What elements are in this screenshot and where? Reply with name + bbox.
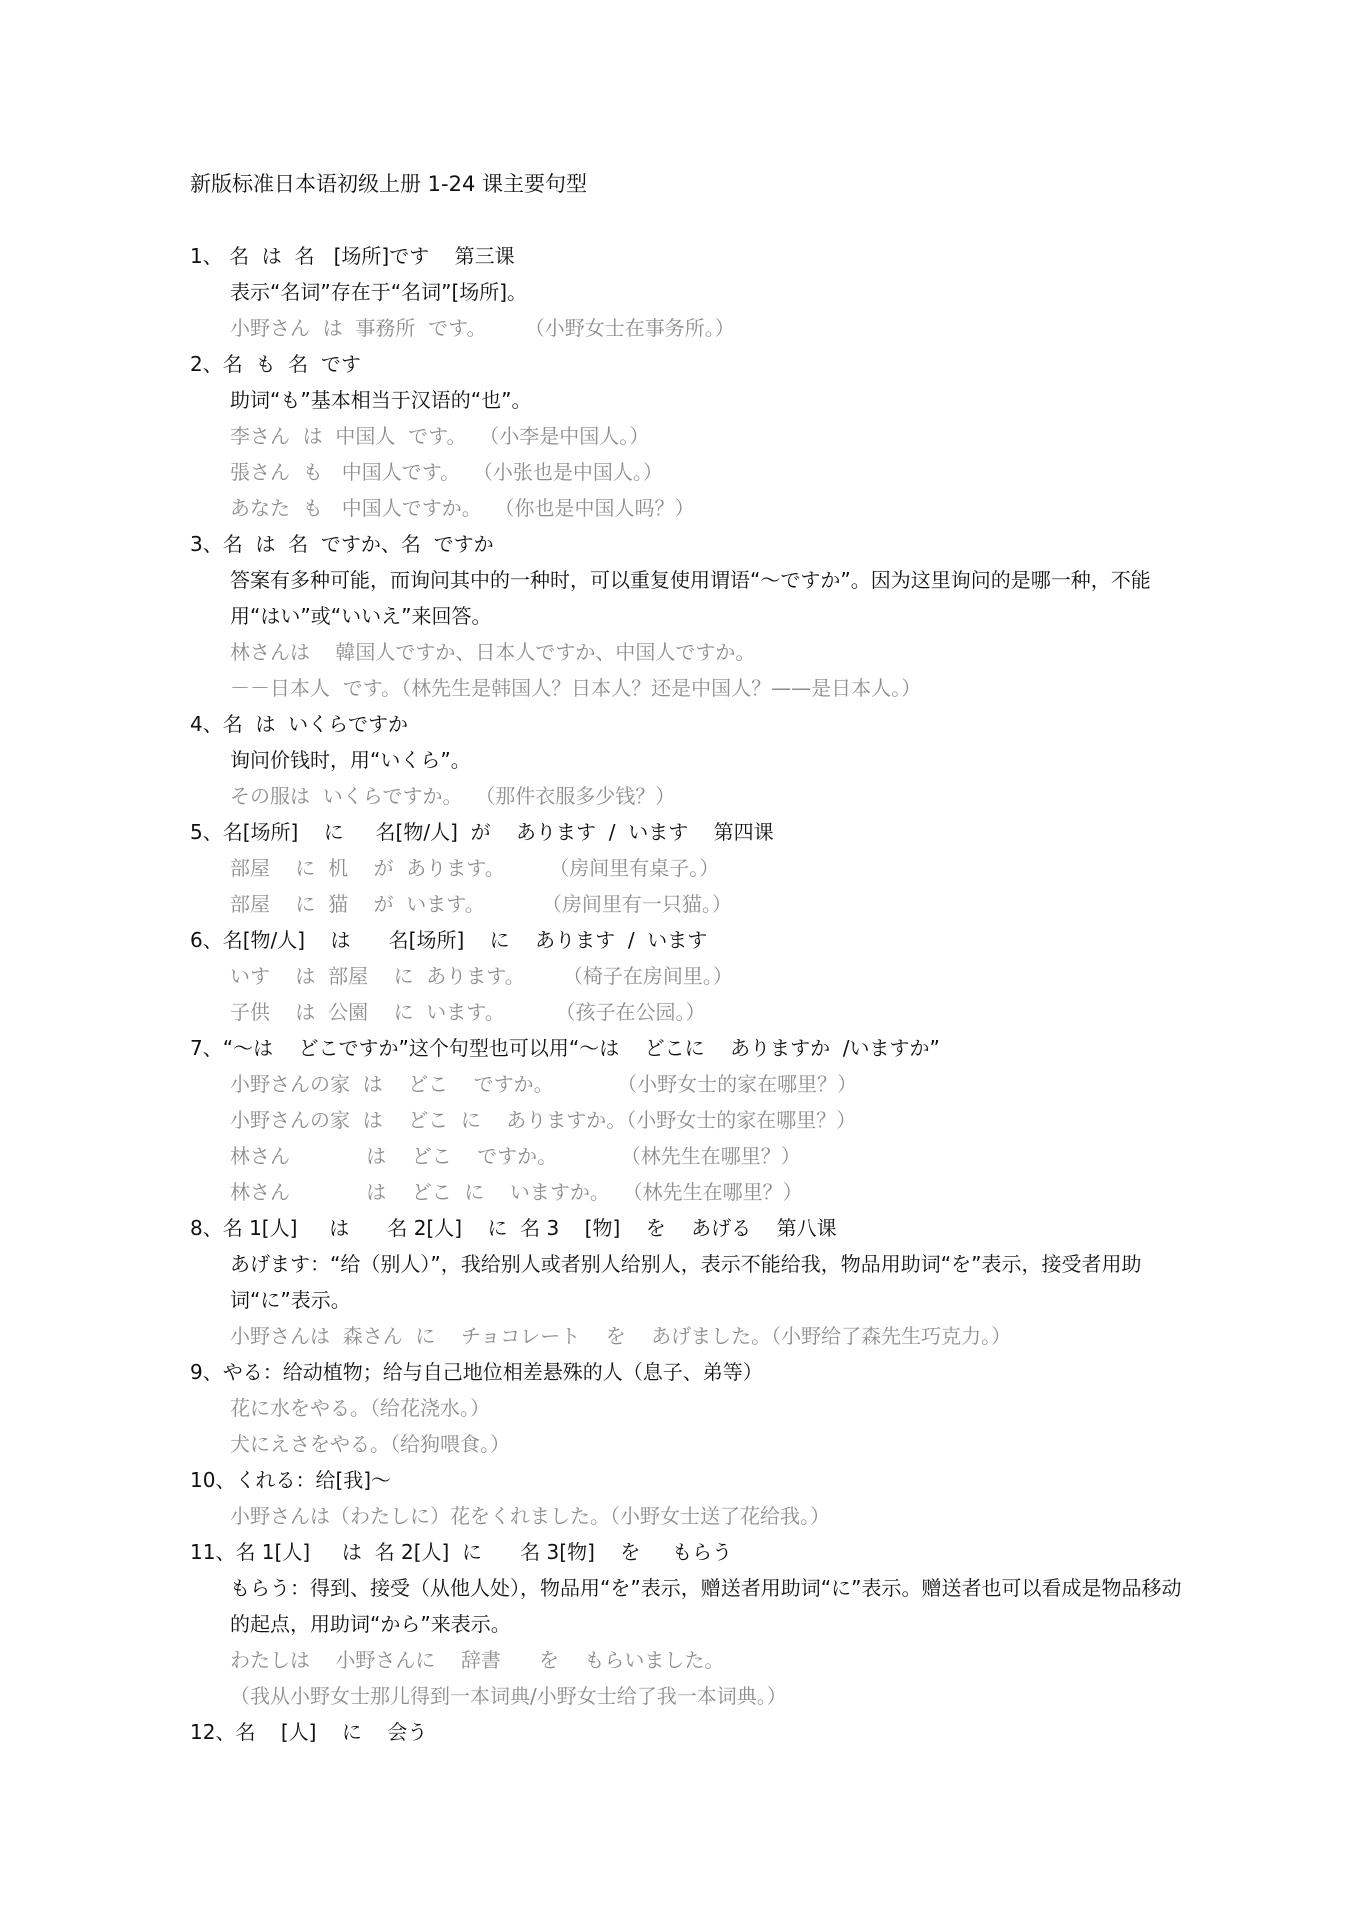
pattern-description: 答案有多种可能，而询问其中的一种时，可以重复使用谓语“～ですか”。因为这里询问的是哪一种，不能用“はい”或“いいえ”来回答。 — [230, 568, 1151, 628]
pattern-description: 询问价钱时，用“いくら”。 — [230, 748, 471, 772]
example-sentence: 花に水をやる。（给花浇水。） — [230, 1396, 490, 1420]
example-sentence: 部屋 に 猫 が います。 （房间里有一只猫。） — [230, 892, 732, 916]
pattern-description: もらう：得到、接受（从他人处），物品用“を”表示，赠送者用助词“に”表示。赠送者也可以看成是物品移动的起点，用助词“から”来表示。 — [230, 1576, 1182, 1636]
example-sentence: その服は いくらですか。 （那件衣服多少钱？） — [230, 784, 676, 808]
pattern-heading: 7、“～は どこですか”这个句型也可以用“～は どこに ありますか /いますか” — [190, 1036, 940, 1060]
example-sentence: 林さん は どこ に いますか。 （林先生在哪里？） — [230, 1180, 803, 1204]
pattern-heading: 4、名 は いくらですか — [190, 712, 408, 736]
pattern-section — [190, 526, 1200, 706]
pattern-section — [190, 1462, 1200, 1534]
pattern-section — [190, 1030, 1200, 1210]
example-sentence: 小野さんの家 は どこ ですか。 （小野女士的家在哪里？） — [230, 1072, 858, 1096]
pattern-section — [190, 346, 1200, 526]
example-sentence: 小野さん は 事務所 です。 （小野女士在事务所。） — [230, 316, 735, 340]
pattern-heading: 2、名 も 名 です — [190, 352, 361, 376]
pattern-section — [190, 706, 1200, 814]
pattern-heading: 6、名[物/人] は 名[场所] に あります / います — [190, 928, 708, 952]
example-sentence: 犬にえさをやる。（给狗喂食。） — [230, 1432, 510, 1456]
pattern-description: あげます：“给（别人）”，我给别人或者别人给别人，表示不能给我，物品用助词“を”表示，接受者用助词“に”表示。 — [230, 1252, 1142, 1312]
example-sentence: 小野さんの家 は どこ に ありますか。（小野女士的家在哪里？） — [230, 1108, 857, 1132]
document-content — [190, 238, 1200, 1750]
example-sentence: 李さん は 中国人 です。 （小李是中国人。） — [230, 424, 650, 448]
example-sentence: 林さんは 韓国人ですか、日本人ですか、中国人ですか。 — [230, 640, 756, 664]
example-sentence: 部屋 に 机 が あります。 （房间里有桌子。） — [230, 856, 720, 880]
example-sentence: 林さん は どこ ですか。 （林先生在哪里？） — [230, 1144, 801, 1168]
pattern-description: 助词“も”基本相当于汉语的“也”。 — [230, 388, 532, 412]
pattern-heading: 11、名 1[人] は 名 2[人] に 名 3[物] を もらう — [190, 1540, 733, 1564]
example-sentence: 小野さんは（わたしに）花をくれました。（小野女士送了花给我。） — [230, 1504, 830, 1528]
pattern-section — [190, 238, 1200, 346]
example-sentence: －－日本人 です。（林先生是韩国人？日本人？还是中国人？——是日本人。） — [230, 676, 922, 700]
example-sentence: あなた も 中国人ですか。 （你也是中国人吗？） — [230, 496, 695, 520]
pattern-section — [190, 1534, 1200, 1714]
pattern-section — [190, 1210, 1200, 1354]
pattern-section — [190, 1354, 1200, 1462]
example-sentence: 子供 は 公園 に います。 （孩子在公园。） — [230, 1000, 706, 1024]
pattern-heading: 9、やる：给动植物；给与自己地位相差悬殊的人（息子、弟等） — [190, 1360, 763, 1384]
pattern-section — [190, 922, 1200, 1030]
pattern-heading: 3、名 は 名 ですか、名 ですか — [190, 532, 494, 556]
pattern-heading: 1、 名 は 名 [场所]です 第三课 — [190, 244, 515, 268]
document-title: 新版标准日本语初级上册 1-24 课主要句型 — [190, 172, 588, 196]
example-sentence: わたしは 小野さんに 辞書 を もらいました。 — [230, 1648, 725, 1672]
pattern-section — [190, 1714, 1200, 1750]
pattern-heading: 12、名 [人] に 会う — [190, 1720, 428, 1744]
pattern-heading: 5、名[场所] に 名[物/人] が あります / います 第四课 — [190, 820, 774, 844]
pattern-description: 表示“名词”存在于“名词”[场所]。 — [230, 280, 528, 304]
example-sentence: 張さん も 中国人です。 （小张也是中国人。） — [230, 460, 663, 484]
pattern-section — [190, 814, 1200, 922]
example-sentence: 小野さんは 森さん に チョコレート を あげました。（小野给了森先生巧克力。） — [230, 1324, 1012, 1348]
example-sentence: （我从小野女士那儿得到一本词典/小野女士给了我一本词典。） — [230, 1684, 787, 1708]
pattern-heading: 10、くれる：给[我]～ — [190, 1468, 392, 1492]
pattern-heading: 8、名 1[人] は 名 2[人] に 名 3 [物] を あげる 第八课 — [190, 1216, 837, 1240]
example-sentence: いす は 部屋 に あります。 （椅子在房间里。） — [230, 964, 733, 988]
